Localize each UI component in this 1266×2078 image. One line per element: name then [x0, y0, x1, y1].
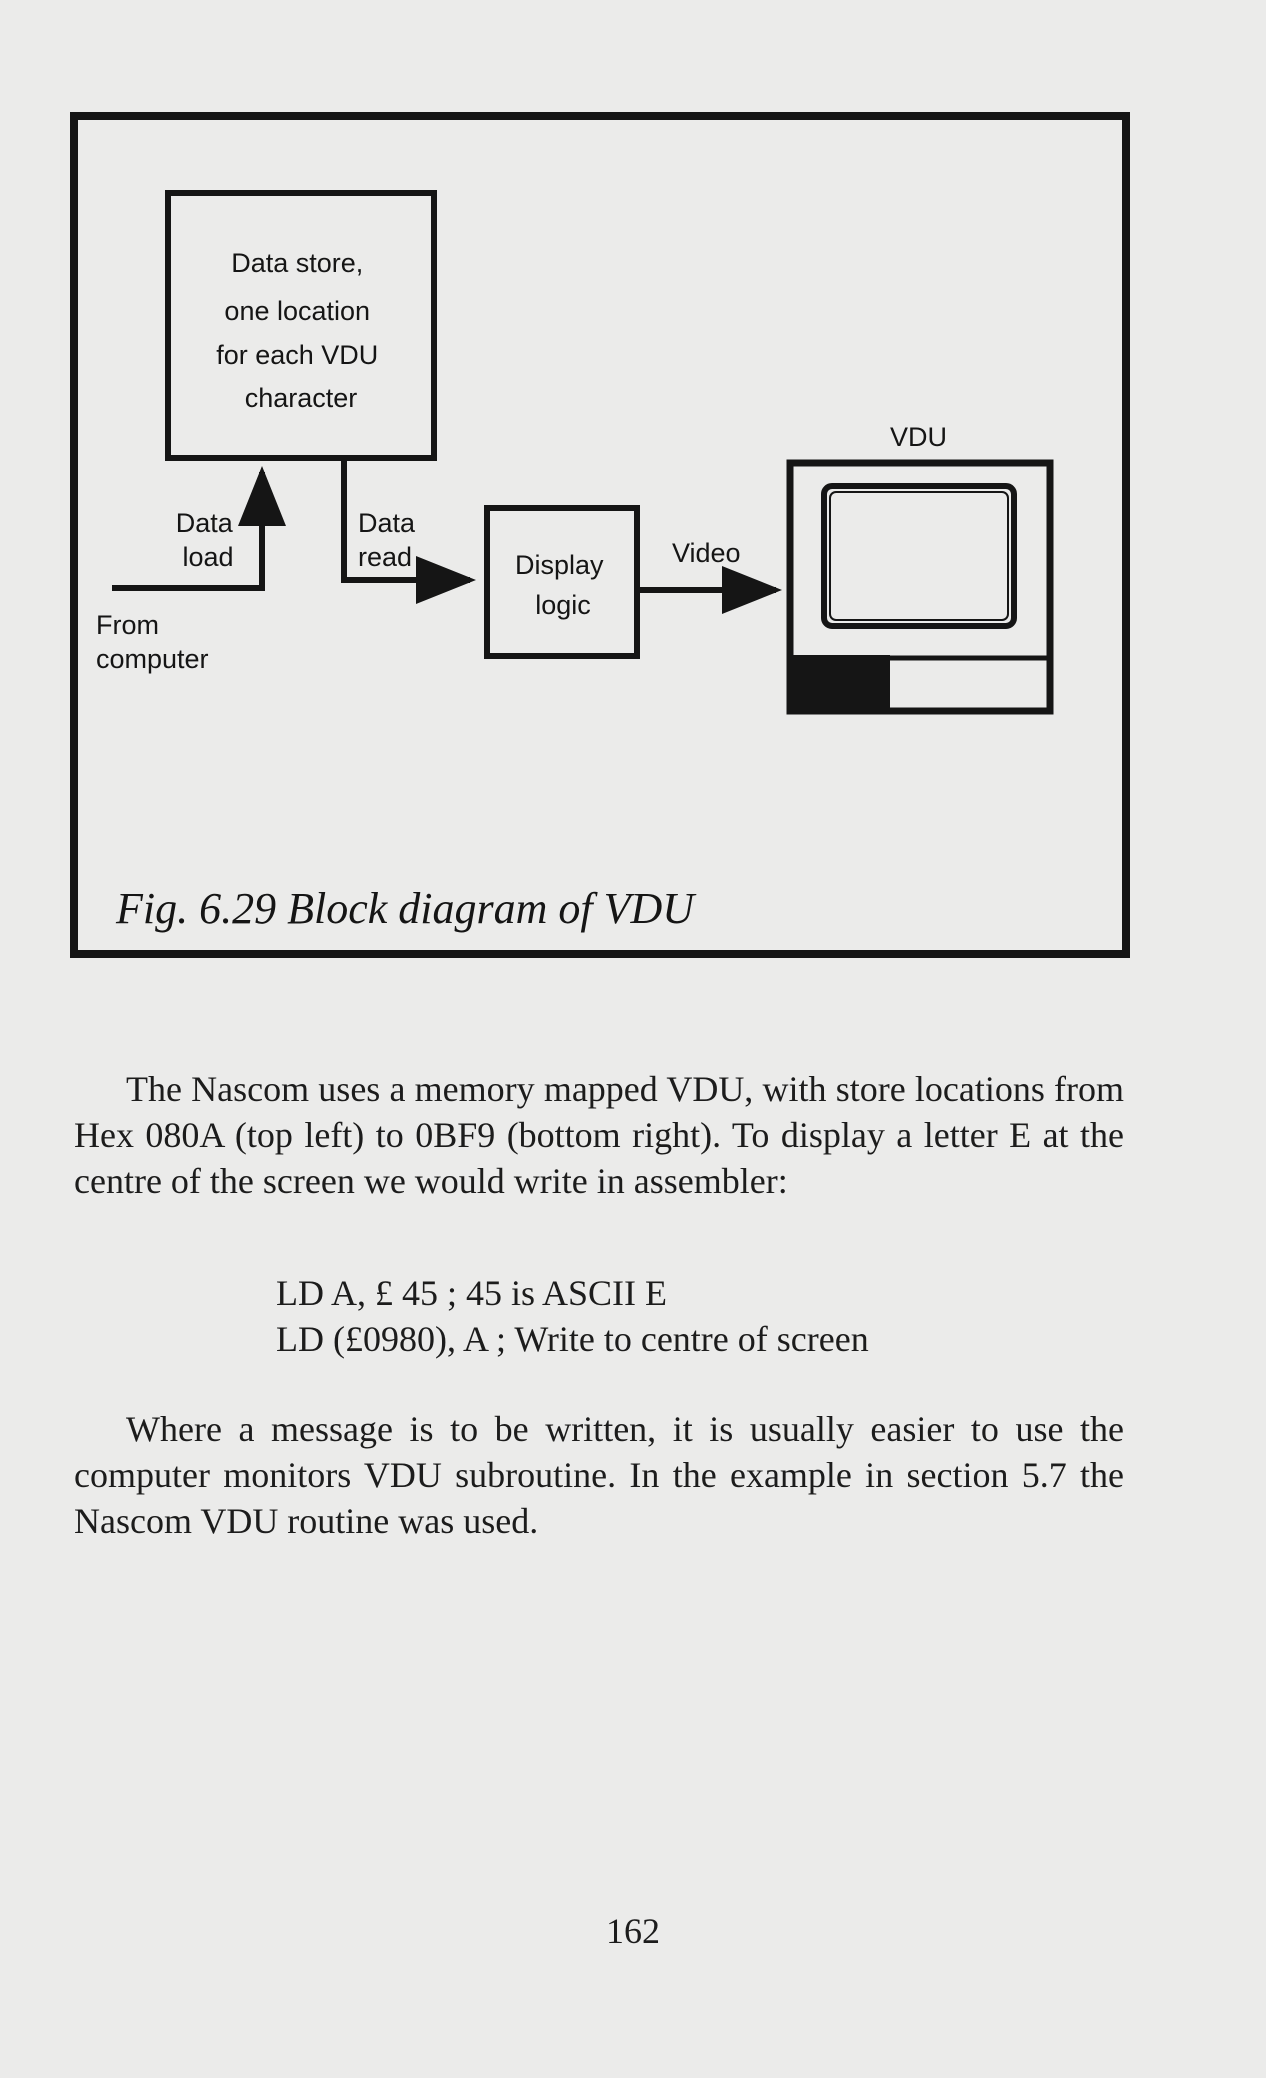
- video-label: Video: [672, 538, 741, 568]
- display-logic-label: Display logic: [514, 550, 604, 620]
- data-read-label: Data read: [358, 508, 416, 572]
- vdu-label: VDU: [890, 422, 948, 452]
- code-line: LD A, £ 45 ; 45 is ASCII E: [276, 1273, 668, 1313]
- code-line: LD (£0980), A ; Write to centre of screen: [276, 1319, 869, 1359]
- body-paragraph: Where a message is to be written, it is usually easier to use the computer monitors VDU subroutine. In the example in section 5.7 the Nascom VDU routine was used.: [74, 1409, 1124, 1541]
- data-store-line: one location: [224, 296, 371, 326]
- data-store-label: [216, 248, 386, 413]
- from-computer-label: From computer: [96, 610, 209, 674]
- data-store-line: character: [244, 383, 358, 413]
- data-store-line: for each VDU: [216, 340, 379, 370]
- display-logic-box: [487, 508, 637, 656]
- vdu-monitor-icon: [790, 463, 1050, 711]
- data-store-line: Data store,: [231, 248, 364, 278]
- page-number: 162: [606, 1911, 660, 1951]
- figure-caption: Fig. 6.29 Block diagram of VDU: [116, 884, 695, 933]
- vdu-block-diagram: [0, 0, 1266, 1000]
- body-paragraph: The Nascom uses a memory mapped VDU, with store locations from Hex 080A (top left) to 0BF9 (bottom right). To display a letter E at the centre of the screen we would write in assembler:: [74, 1069, 1124, 1201]
- data-load-label: Data load: [175, 508, 234, 572]
